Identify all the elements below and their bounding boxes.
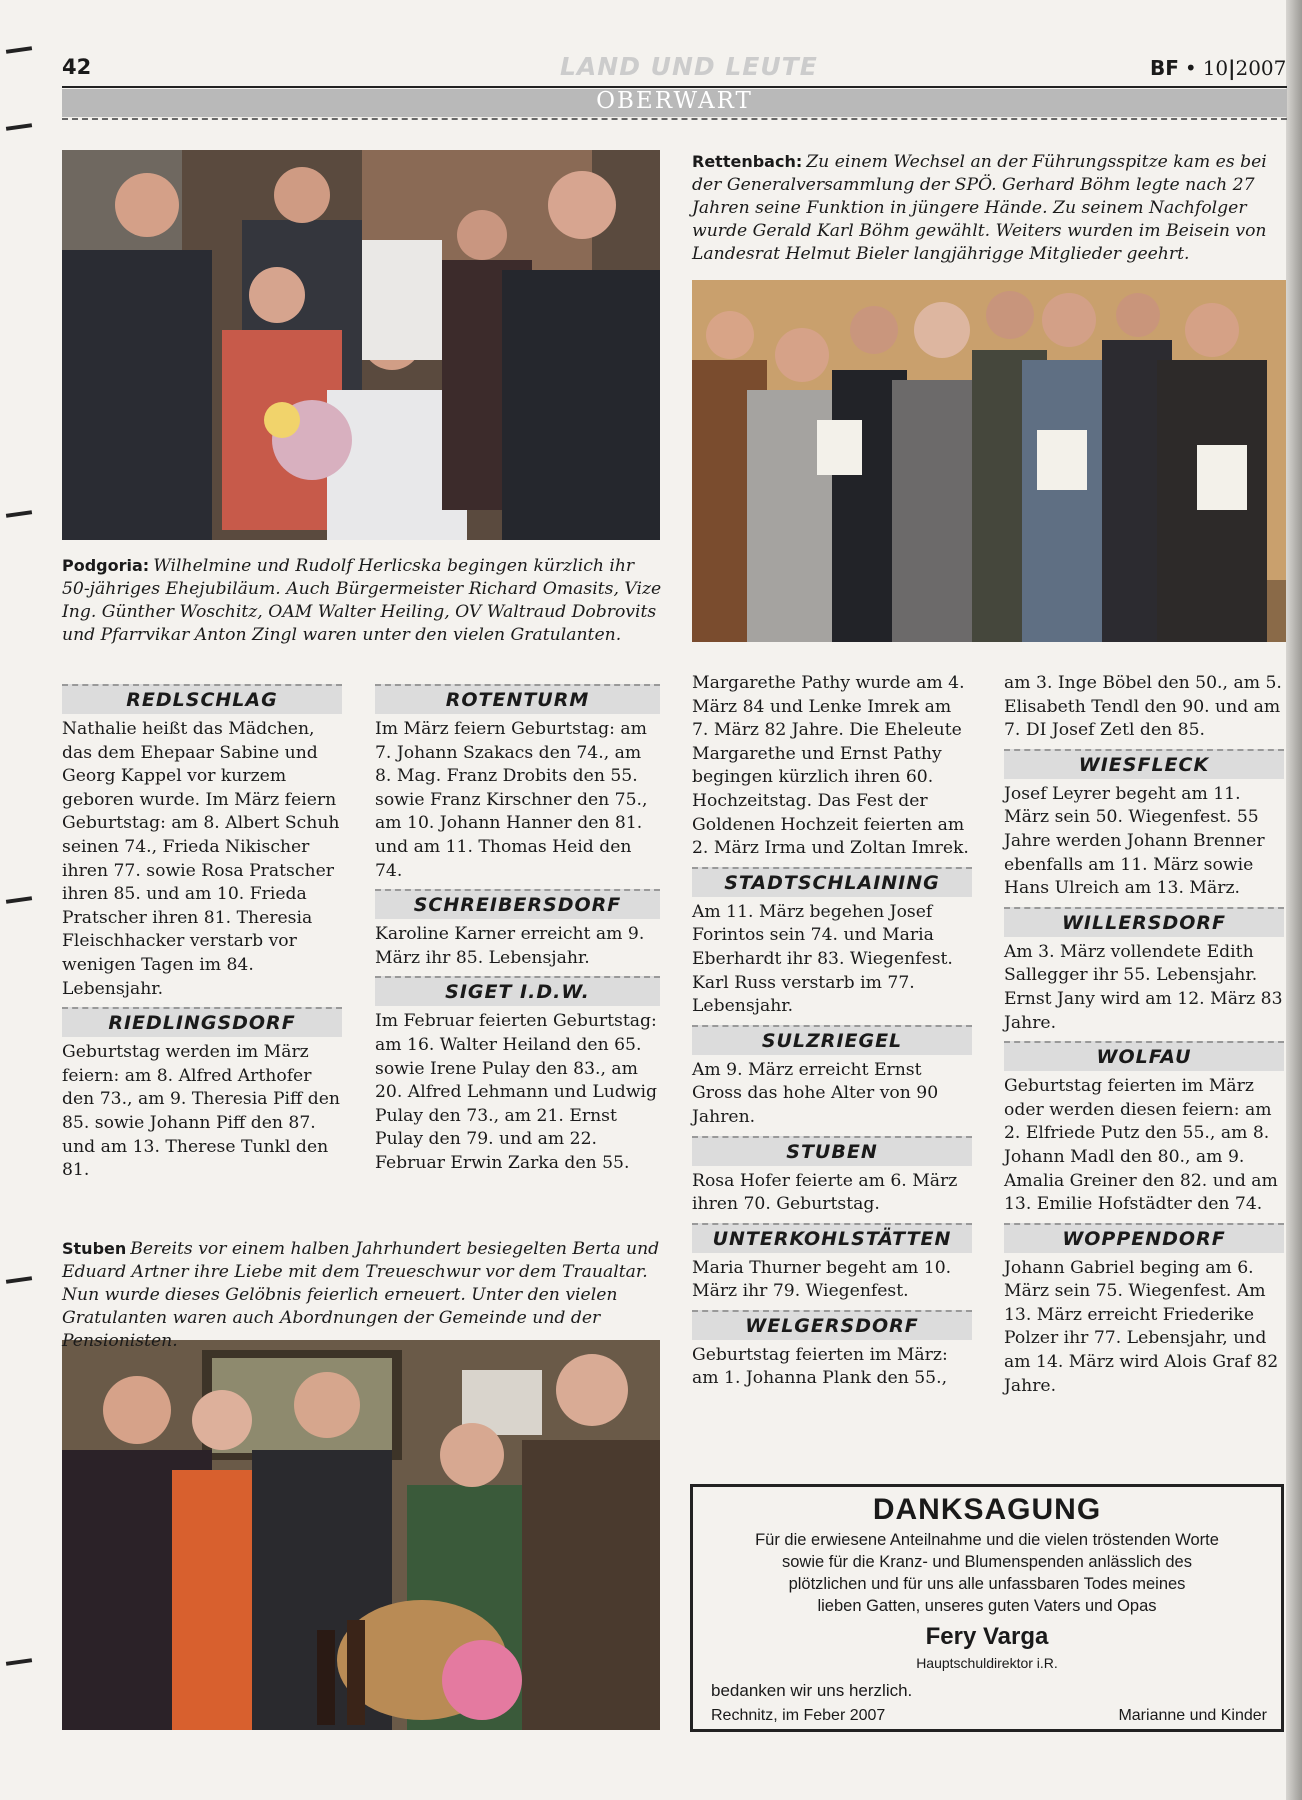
article-heading: REDLSCHLAG (62, 684, 342, 714)
notice-line: lieben Gatten, unseres guten Vaters und Opas (817, 1597, 1157, 1615)
notice-title: DANKSAGUNG (872, 1493, 1102, 1526)
scan-mark (6, 896, 32, 904)
scan-mark (6, 1276, 32, 1284)
article-text: Am 3. März vollendete Edith Sallegger ihr 55. Lebensjahr. Ernst Jany wird am 12. März 83 Jahre. (1004, 941, 1283, 1033)
scan-mark (6, 1658, 32, 1666)
caption-text: Wilhelmine und Rudolf Herlicska begingen kürzlich ihr 50-jähriges Ehejubiläum. Auch Bürgermeister Richard Omasits, Vize Ing. Günther Woschitz, OAM Walter Heiling, OV Waltraud Dobrovits und Pfarrvikar Anton Zingl waren unter den vielen Gratulanten. (62, 556, 662, 645)
article-heading: WELGERSDORF (692, 1310, 972, 1340)
article-wolfau (1004, 1041, 1284, 1217)
issue-month: 10 (1202, 56, 1229, 80)
column-1 (62, 684, 342, 1189)
article-schreibersdorf (375, 889, 660, 970)
article-welgersdorf-continued (1004, 672, 1284, 743)
issue-label: BF • 10|2007 (1150, 56, 1287, 80)
article-siget (375, 976, 660, 1175)
notice-line: sowie für die Kranz- und Blumenspenden anlässlich des (782, 1553, 1192, 1571)
article-text: Nathalie heißt das Mädchen, das dem Ehepaar Sabine und Georg Kappel vor kurzem geboren wurde. Im März feiern Geburtstag: am 8. Albert Schuh seinen 74., Frieda Nikischer ihren 77. sowie Rosa Pratscher ihren 85. und am 10. Frieda Pratscher ihren 81. Theresia Fleischhacker verstarb vor wenigen Tagen im 84. Lebensjahr. (62, 719, 340, 999)
article-text: am 3. Inge Böbel den 50., am 5. Elisabeth Tendl den 90. und am 7. DI Josef Zetl den 85. (1004, 673, 1282, 741)
article-wiesfleck (1004, 749, 1284, 901)
caption-place: Stuben (62, 1239, 127, 1258)
notice-signature: Marianne und Kinder (1118, 1707, 1267, 1724)
article-heading: UNTERKOHLSTÄTTEN (692, 1223, 972, 1253)
photo-podgoria (62, 150, 660, 540)
column-3 (692, 672, 972, 1397)
article-stadtschlaining (692, 867, 972, 1019)
caption-text: Zu einem Wechsel an der Führungsspitze kam es bei der Generalversammlung der SPÖ. Gerhard Böhm legte nach 27 Jahren seine Funktion in jüngere Hände. Zu seinem Nachfolger wurde Gerald Karl Böhm gewählt. Weiters wurden im Beisein von Landesrat Helmut Bieler langjährigge Mitglieder geehrt. (692, 152, 1267, 264)
article-text: Geburtstag feierten im März oder werden diesen feiern: am 2. Elfriede Putz den 55., am 8. Johann Madl den 80., am 9. Amalia Greiner den 82. und am 13. Emilie Hofstädter den 74. (1004, 1076, 1278, 1215)
scan-mark (6, 46, 32, 54)
caption-text: Bereits vor einem halben Jahrhundert besiegelten Berta und Eduard Artner ihre Liebe mit dem Treueschwur vor dem Traualtar. Nun wurde dieses Gelöbnis feierlich erneuert. Unter den vielen Gratulanten waren auch Abordnungen der Gemeinde und der Pensionisten. (62, 1239, 660, 1351)
article-willersdorf (1004, 907, 1284, 1035)
article-text: Josef Leyrer begeht am 11. März sein 50. Wiegenfest. 55 Jahre werden Johann Brenner ebenfalls am 11. März sowie Hans Ulreich am 13. März. (1004, 783, 1265, 899)
section-title: LAND UND LEUTE (560, 52, 818, 81)
article-heading: WILLERSDORF (1004, 907, 1284, 937)
column-4 (1004, 672, 1284, 1404)
page-number: 42 (62, 55, 92, 79)
article-welgersdorf (692, 1310, 972, 1391)
article-redlschlag (62, 684, 342, 1001)
notice-name: Fery Varga (925, 1623, 1049, 1650)
article-heading: ROTENTURM (375, 684, 660, 714)
caption-rettenbach (692, 151, 1282, 266)
article-woppendorf (1004, 1223, 1284, 1399)
article-heading: WIESFLECK (1004, 749, 1284, 779)
article-text: Geburtstag feierten im März: am 1. Johanna Plank den 55., (692, 1344, 948, 1389)
caption-place: Podgoria: (62, 556, 150, 575)
article-heading: STADTSCHLAINING (692, 867, 972, 897)
header-dashed-rule (62, 118, 1287, 120)
article-text: Rosa Hofer feierte am 6. März ihren 70. Geburtstag. (692, 1170, 958, 1215)
notice-role: Hauptschuldirektor i.R. (916, 1655, 1058, 1671)
article-riedlingsdorf (62, 1007, 342, 1183)
obituary-notice (690, 1484, 1284, 1732)
article-stuben (692, 1136, 972, 1217)
subsection-title: OBERWART (596, 88, 753, 114)
page-edge-shadow (1286, 0, 1302, 1800)
caption-place: Rettenbach: (692, 152, 803, 171)
article-heading: SCHREIBERSDORF (375, 889, 660, 919)
notice-thanks: bedanken wir uns herzlich. (711, 1681, 913, 1700)
scan-mark (6, 510, 32, 518)
photo-rettenbach (692, 280, 1286, 642)
article-heading: RIEDLINGSDORF (62, 1007, 342, 1037)
photo-stuben (62, 1340, 660, 1730)
article-heading: WOLFAU (1004, 1041, 1284, 1071)
article-pathy (692, 672, 972, 861)
article-text: Im März feiern Geburtstag: am 7. Johann Szakacs den 74., am 8. Mag. Franz Drobits den 55. sowie Franz Kirschner den 75., am 10. Johann Hanner den 81. und am 11. Thomas Heid den 74. (375, 719, 648, 881)
article-text: Am 11. März begehen Josef Forintos sein 74. und Maria Eberhardt ihr 83. Wiegenfest. Karl Russ verstarb im 77. Lebensjahr. (692, 901, 953, 1017)
article-sulzriegel (692, 1025, 972, 1130)
article-rotenturm (375, 684, 660, 883)
article-text: Johann Gabriel beging am 6. März sein 75. Wiegenfest. Am 13. März erreicht Friederike Polzer ihr 77. Lebensjahr, und am 14. März wird Alois Graf 82 Jahre. (1004, 1257, 1279, 1396)
scan-mark (6, 123, 32, 131)
article-text: Maria Thurner begeht am 10. März ihr 79. Wiegenfest. (692, 1257, 952, 1302)
article-heading: STUBEN (692, 1136, 972, 1166)
column-2 (375, 684, 660, 1182)
notice-line: Für die erwiesene Anteilnahme und die vielen tröstenden Worte (755, 1531, 1219, 1549)
caption-podgoria (62, 555, 662, 647)
article-text: Margarethe Pathy wurde am 4. März 84 und Lenke Imrek am 7. März 82 Jahre. Die Eheleute Margarethe und Ernst Pathy begingen kürzlich ihren 60. Hochzeitstag. Das Fest der Goldenen Hochzeit feierten am 2. März Irma und Zoltan Imrek. (692, 673, 969, 859)
article-text: Am 9. März erreicht Ernst Gross das hohe Alter von 90 Jahren. (692, 1059, 939, 1127)
article-unterkohlstaetten (692, 1223, 972, 1304)
article-text: Im Februar feierten Geburtstag: am 16. Walter Heiland den 65. sowie Irene Pulay den 83., am 20. Alfred Lehmann und Ludwig Pulay den 73., am 21. Ernst Pulay den 79. und am 22. Februar Erwin Zarka den 55. (375, 1011, 658, 1173)
brand-name: BF (1150, 56, 1179, 80)
caption-stuben (62, 1238, 662, 1353)
article-text: Karoline Karner erreicht am 9. März ihr 85. Lebensjahr. (375, 924, 645, 968)
article-heading: SIGET I.D.W. (375, 976, 660, 1006)
article-heading: WOPPENDORF (1004, 1223, 1284, 1253)
notice-place-date: Rechnitz, im Feber 2007 (711, 1707, 886, 1724)
article-heading: SULZRIEGEL (692, 1025, 972, 1055)
notice-line: plötzlichen und für uns alle unfassbaren Todes meines (788, 1575, 1186, 1593)
issue-year: 2007 (1235, 56, 1287, 80)
article-text: Geburtstag werden im März feiern: am 8. Alfred Arthofer den 73., am 9. Theresia Piff den 85. sowie Johann Piff den 87. und am 13. Therese Tunkl den 81. (62, 1042, 340, 1181)
